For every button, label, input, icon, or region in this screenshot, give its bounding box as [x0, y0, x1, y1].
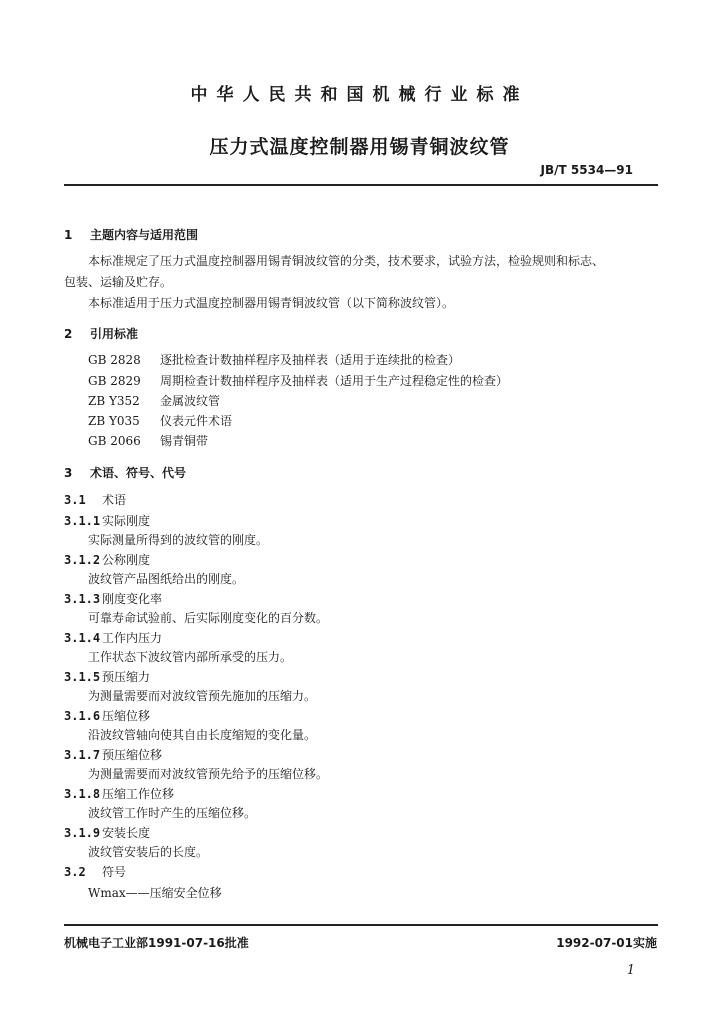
section-1-heading	[64, 226, 198, 243]
ref-code: GB 2828	[88, 353, 141, 367]
term-definition: 工作状态下波纹管内部所承受的压力。	[88, 650, 293, 664]
subsection-3-1-heading	[64, 491, 126, 508]
symbol-item: Wmax——压缩安全位移	[88, 886, 222, 900]
header-rule	[64, 184, 658, 186]
approval-date: 机械电子工业部1991-07-16批准	[64, 936, 249, 950]
section-title: 引用标准	[90, 327, 139, 341]
term-heading	[64, 590, 162, 607]
page-number: 1	[626, 963, 635, 978]
term-definition: 可靠寿命试验前、后实际刚度变化的百分数。	[88, 611, 329, 625]
term-title: 刚度变化率	[102, 592, 163, 606]
section-number: 3	[64, 466, 73, 480]
section-2-heading	[64, 325, 138, 342]
standard-number: JB/T 5534—91	[540, 163, 633, 177]
footer-rule	[64, 924, 658, 926]
document-title: 压力式温度控制器用锡青铜波纹管	[209, 136, 510, 158]
term-number: 3.1.8	[64, 787, 101, 801]
term-definition: 为测量需要而对波纹管预先施加的压缩力。	[88, 689, 317, 703]
term-heading	[64, 668, 150, 685]
reference-item	[88, 351, 460, 368]
term-number: 3.1.7	[64, 748, 101, 762]
document-header-org: 中华人民共和国机械行业标准	[190, 85, 529, 105]
term-title: 预压缩位移	[102, 748, 163, 762]
term-heading	[64, 629, 162, 646]
term-heading	[64, 824, 150, 841]
ref-text: 锡青铜带	[160, 434, 209, 448]
ref-text: 金属波纹管	[160, 394, 221, 408]
section-number: 1	[64, 228, 73, 242]
term-definition: 为测量需要而对波纹管预先给予的压缩位移。	[88, 767, 329, 781]
effective-date: 1992-07-01实施	[556, 936, 657, 950]
ref-text: 周期检查计数抽样程序及抽样表（适用于生产过程稳定性的检查）	[160, 374, 509, 388]
term-title: 预压缩力	[102, 670, 151, 684]
subsection-title: 术语	[102, 493, 127, 507]
term-title: 公称刚度	[102, 553, 151, 567]
subsection-number: 3.2	[64, 865, 86, 879]
term-title: 压缩位移	[102, 709, 151, 723]
term-title: 实际刚度	[102, 514, 151, 528]
term-definition: 波纹管安装后的长度。	[88, 845, 209, 859]
term-number: 3.1.2	[64, 553, 101, 567]
term-heading	[64, 707, 150, 724]
section-number: 2	[64, 327, 73, 341]
ref-code: GB 2829	[88, 374, 141, 388]
term-heading	[64, 551, 150, 568]
term-definition: 波纹管产品图纸给出的刚度。	[88, 572, 245, 586]
term-number: 3.1.3	[64, 592, 101, 606]
reference-item	[88, 392, 220, 409]
term-number: 3.1.1	[64, 514, 101, 528]
term-title: 安装长度	[102, 826, 151, 840]
section-title: 术语、符号、代号	[90, 466, 187, 480]
ref-text: 逐批检查计数抽样程序及抽样表（适用于连续批的检查）	[160, 353, 461, 367]
term-number: 3.1.9	[64, 826, 101, 840]
term-title: 压缩工作位移	[102, 787, 175, 801]
reference-item	[88, 412, 232, 429]
section-title: 主题内容与适用范围	[90, 228, 199, 242]
term-title: 工作内压力	[102, 631, 163, 645]
subsection-title: 符号	[102, 865, 127, 879]
ref-code: ZB Y035	[88, 414, 140, 428]
term-number: 3.1.6	[64, 709, 101, 723]
term-number: 3.1.4	[64, 631, 101, 645]
term-heading	[64, 512, 150, 529]
term-number: 3.1.5	[64, 670, 101, 684]
reference-item	[88, 432, 208, 449]
ref-code: GB 2066	[88, 434, 141, 448]
term-definition: 波纹管工作时产生的压缩位移。	[88, 806, 257, 820]
term-definition: 沿波纹管轴向使其自由长度缩短的变化量。	[88, 728, 317, 742]
term-heading	[64, 746, 162, 763]
term-definition: 实际测量所得到的波纹管的刚度。	[88, 533, 269, 547]
subsection-number: 3.1	[64, 493, 86, 507]
term-heading	[64, 785, 174, 802]
reference-item	[88, 372, 508, 389]
section-1-para-1b: 包装、运输及贮存。	[64, 275, 173, 289]
section-1-para-1a: 本标准规定了压力式温度控制器用锡青铜波纹管的分类，技术要求，试验方法，检验规则和标志、	[88, 254, 605, 268]
section-1-para-2: 本标准适用于压力式温度控制器用锡青铜波纹管（以下简称波纹管）。	[88, 296, 455, 310]
ref-code: ZB Y352	[88, 394, 140, 408]
ref-text: 仪表元件术语	[160, 414, 233, 428]
subsection-3-2-heading	[64, 863, 126, 880]
section-3-heading	[64, 464, 186, 481]
